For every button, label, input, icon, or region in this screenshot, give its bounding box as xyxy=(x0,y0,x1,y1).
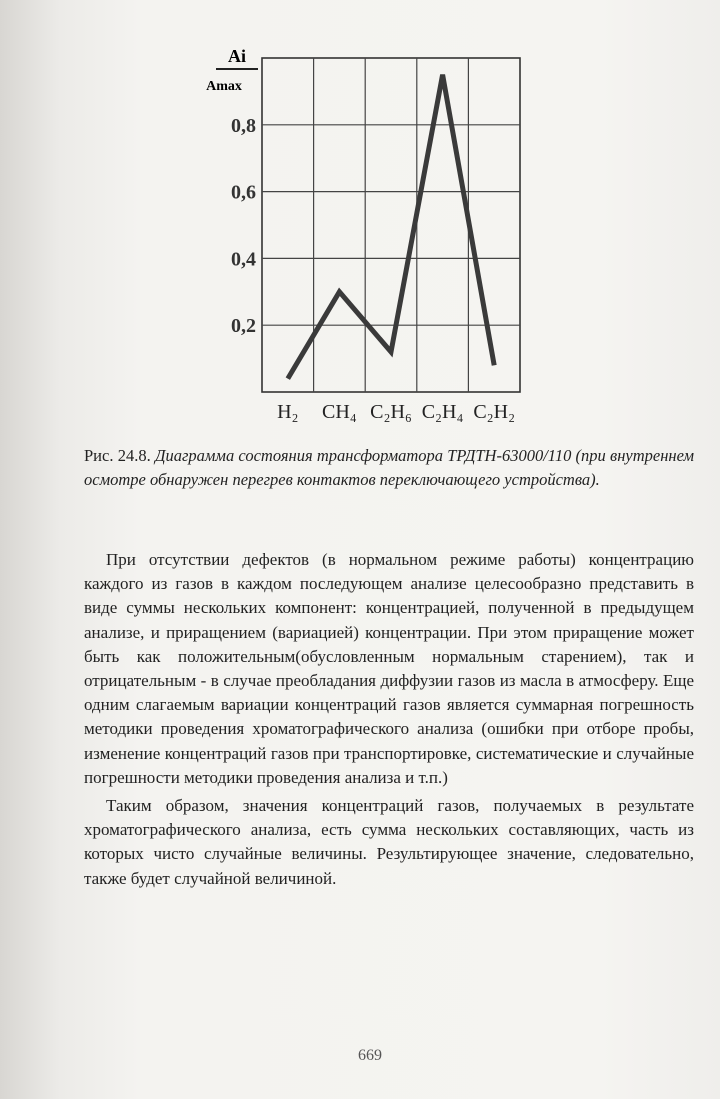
ylabel-numerator: Ai xyxy=(228,46,246,66)
y-tick-label: 0,4 xyxy=(231,248,256,271)
x-tick-label: CH₄ xyxy=(322,401,357,423)
chart-series xyxy=(288,75,495,379)
figure-caption xyxy=(84,444,694,492)
figure-chart xyxy=(180,40,560,440)
x-tick-label: C₂H₆ xyxy=(370,401,412,423)
page-number: 669 xyxy=(358,1047,382,1064)
paragraph: При отсутствии дефектов (в нормальном режиме работы) концентрацию каждого из газов в каждом последующем анализе целесообразно представить в виде суммы нескольких компонент: концентрацией, полученной в предыдущем анализе, и приращением (вариацией) концентрации. При этом приращение может быть как положительным(обусловленным нормальным старением), так и отрицательным - в случае преобладания диффузии газов из масла в атмосферу. Еще одним слагаемым вариации концентраций газов является суммарная погрешность методики проведения хроматографического анализа (ошибки при отборе пробы, изменение концентраций газов при транспортировке, систематические и случайные погрешности методики проведения анализа и т.п.) xyxy=(84,550,694,787)
ylabel-denominator: Amax xyxy=(206,79,242,94)
body-text xyxy=(84,548,694,895)
x-tick-label: C₂H₂ xyxy=(473,401,516,423)
y-tick-label: 0,2 xyxy=(231,315,256,338)
y-tick-label: 0,8 xyxy=(231,114,256,137)
y-tick-label: 0,6 xyxy=(231,181,256,204)
x-tick-labels xyxy=(277,401,515,423)
x-tick-label: H₂ xyxy=(277,401,299,423)
y-tick-labels xyxy=(231,115,256,337)
paragraph: Таким образом, значения концентраций газов, получаемых в результате хроматографического анализа, есть сумма нескольких составляющих, часть из которых чисто случайные величины. Результирующее значение, следовательно, также будет случайной величиной. xyxy=(84,796,694,888)
series-line xyxy=(288,75,494,379)
state-diagram-chart xyxy=(180,40,560,440)
caption-text: Диаграмма состояния трансформатора ТРДТН-63000/110 (при внутреннем осмотре обнаружен перегрев контактов переключающего устройства). xyxy=(84,446,695,489)
caption-number: Рис. 24.8. xyxy=(84,446,151,465)
x-tick-label: C₂H₄ xyxy=(421,401,464,423)
